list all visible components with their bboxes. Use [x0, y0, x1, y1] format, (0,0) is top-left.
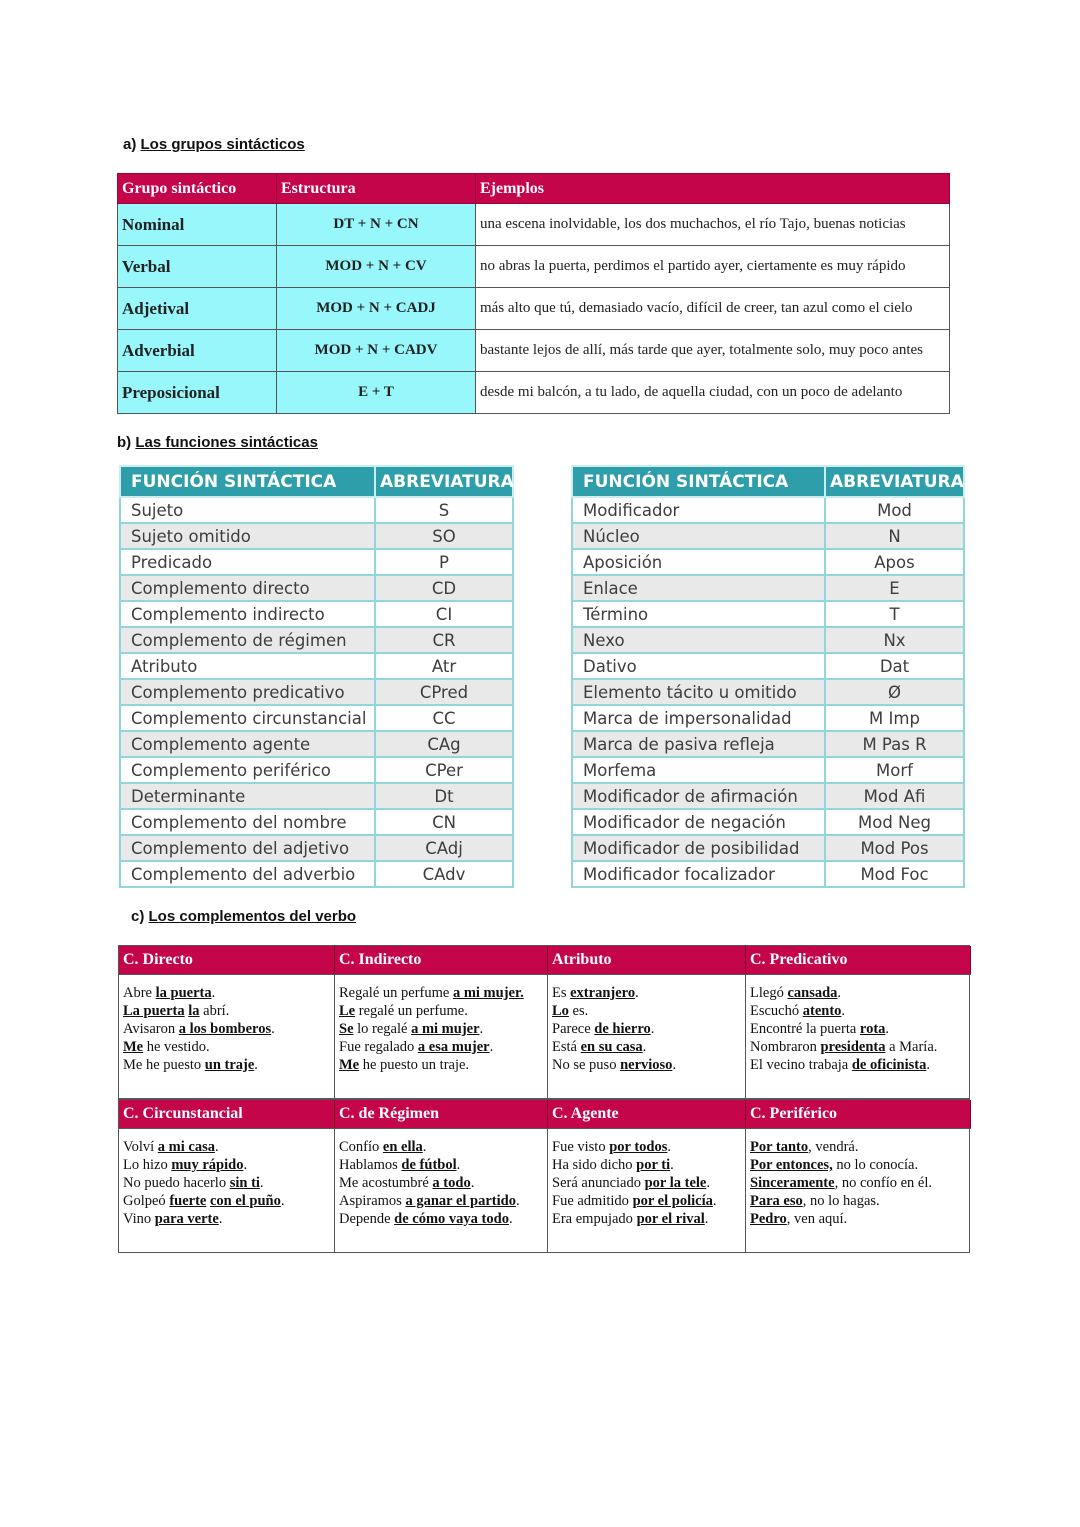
example-text: Era empujado [552, 1211, 637, 1227]
example-line [339, 1174, 543, 1192]
function-name: Elemento tácito u omitido [572, 679, 825, 705]
example-text: Encontré la puerta [750, 1021, 860, 1037]
table-row [120, 627, 513, 653]
example-line [750, 1138, 967, 1156]
header-abreviatura: ABREVIATURA [825, 466, 964, 497]
header-funcion: FUNCIÓN SINTÁCTICA [572, 466, 825, 497]
example-line [123, 1174, 330, 1192]
function-abbreviation: Mod Pos [825, 835, 964, 861]
function-name: Modificador [572, 497, 825, 523]
highlighted-complement: de oficinista [851, 1057, 927, 1073]
example-text: . [479, 1021, 484, 1037]
example-line [339, 1138, 543, 1156]
highlighted-complement: en ella [382, 1139, 423, 1155]
functions-table-right [571, 465, 965, 888]
highlighted-complement: rota [859, 1021, 886, 1037]
group-structure: DT + N + CN [277, 204, 476, 246]
example-text: El vecino trabaja [750, 1057, 852, 1073]
function-abbreviation: T [825, 601, 964, 627]
example-text: . [712, 1193, 717, 1209]
group-structure: MOD + N + CADJ [277, 288, 476, 330]
example-text: . [667, 1139, 671, 1155]
example-text: . [841, 1003, 846, 1019]
example-text: Está [552, 1039, 581, 1055]
highlighted-complement: a mi mujer [411, 1021, 480, 1037]
group-structure: MOD + N + CV [277, 246, 476, 288]
table-row [572, 809, 964, 835]
function-name: Morfema [572, 757, 825, 783]
highlighted-complement: Pedro [750, 1211, 787, 1227]
example-line [750, 1002, 967, 1020]
highlighted-complement: Le [339, 1003, 356, 1019]
example-text: . [642, 1039, 647, 1055]
highlighted-complement: Por tanto [750, 1139, 809, 1155]
example-text: Llegó [750, 985, 788, 1001]
function-name: Complemento agente [120, 731, 375, 757]
header-ejemplos: Ejemplos [476, 174, 950, 204]
example-line [750, 1056, 967, 1074]
example-text: Fue admitido [552, 1193, 633, 1209]
function-name: Complemento de régimen [120, 627, 375, 653]
highlighted-complement: a los bomberos [178, 1021, 272, 1037]
example-text: Parece [552, 1021, 595, 1037]
example-text: No se puso [552, 1057, 621, 1073]
example-line [123, 1038, 330, 1056]
function-abbreviation: CPred [375, 679, 513, 705]
group-structure: MOD + N + CADV [277, 330, 476, 372]
example-text: . [259, 1175, 264, 1191]
example-text: Regalé un perfume [339, 985, 453, 1001]
example-line [339, 1056, 543, 1074]
highlighted-complement: Me [339, 1057, 360, 1073]
example-text: . [489, 1039, 494, 1055]
table-row [120, 653, 513, 679]
table-row [118, 330, 950, 372]
highlighted-complement: por el rival [636, 1211, 705, 1227]
highlighted-complement: de hierro [594, 1021, 651, 1037]
highlighted-complement: fuerte [169, 1193, 207, 1209]
group-name: Verbal [118, 246, 277, 288]
example-text: Ha sido dicho [552, 1157, 637, 1173]
example-line [750, 1038, 967, 1056]
example-text: Será anunciado [552, 1175, 645, 1191]
function-abbreviation: S [375, 497, 513, 523]
function-abbreviation: Mod Foc [825, 861, 964, 887]
highlighted-complement: a todo [432, 1175, 471, 1191]
example-line [123, 1056, 330, 1074]
example-text: Fue visto [552, 1139, 610, 1155]
function-abbreviation: Dt [375, 783, 513, 809]
example-text: Depende [339, 1211, 395, 1227]
function-abbreviation: M Imp [825, 705, 964, 731]
function-name: Enlace [572, 575, 825, 601]
function-abbreviation: Mod Neg [825, 809, 964, 835]
table-header-row [118, 174, 950, 204]
example-text: . [837, 985, 842, 1001]
highlighted-complement: a ganar el partido [405, 1193, 516, 1209]
group-examples: bastante lejos de allí, más tarde que ayer, totalmente solo, muy poco antes [476, 330, 950, 372]
example-text: Aspiramos [339, 1193, 406, 1209]
function-name: Complemento del adverbio [120, 861, 375, 887]
table-row [572, 783, 964, 809]
example-text: . [672, 1057, 677, 1073]
table-row [120, 679, 513, 705]
group-examples: desde mi balcón, a tu lado, de aquella ciudad, con un poco de adelanto [476, 372, 950, 414]
group-name: Nominal [118, 204, 277, 246]
example-text: , vendrá. [808, 1139, 859, 1155]
function-name: Modificador de negación [572, 809, 825, 835]
function-abbreviation: Mod [825, 497, 964, 523]
function-name: Marca de pasiva refleja [572, 731, 825, 757]
example-line [552, 1002, 741, 1020]
function-abbreviation: N [825, 523, 964, 549]
table-row [572, 497, 964, 523]
function-name: Determinante [120, 783, 375, 809]
example-line [123, 1002, 330, 1020]
table-row [120, 497, 513, 523]
example-line [123, 1156, 330, 1174]
function-name: Sujeto [120, 497, 375, 523]
function-name: Complemento indirecto [120, 601, 375, 627]
header-abreviatura: ABREVIATURA [375, 466, 513, 497]
example-text: Es [552, 985, 571, 1001]
example-text: . [704, 1211, 709, 1227]
header-funcion: FUNCIÓN SINTÁCTICA [120, 466, 375, 497]
complement-header: C. Periférico [746, 1100, 971, 1128]
highlighted-complement: atento [802, 1003, 842, 1019]
function-name: Aposición [572, 549, 825, 575]
highlighted-complement: un traje [204, 1057, 255, 1073]
function-name: Núcleo [572, 523, 825, 549]
table-row [572, 835, 964, 861]
example-text: Me acostumbré [339, 1175, 433, 1191]
functions-table-left [119, 465, 514, 888]
highlighted-complement: extranjero [570, 985, 636, 1001]
table-row [120, 575, 513, 601]
highlighted-complement: a esa mujer [417, 1039, 490, 1055]
example-line [339, 1156, 543, 1174]
example-text: Volví [123, 1139, 158, 1155]
function-abbreviation: Atr [375, 653, 513, 679]
example-line [123, 1210, 330, 1228]
table-row [118, 246, 950, 288]
highlighted-complement: nervioso [620, 1057, 673, 1073]
function-name: Modificador focalizador [572, 861, 825, 887]
complement-header: C. de Régimen [335, 1100, 548, 1128]
example-text: Avisaron [123, 1021, 179, 1037]
header-grupo: Grupo sintáctico [118, 174, 277, 204]
example-text: es. [568, 1003, 589, 1019]
example-text: . [650, 1021, 655, 1037]
table-row [120, 861, 513, 887]
complement-examples [746, 1128, 971, 1252]
example-line [339, 1020, 543, 1038]
highlighted-complement: sin ti [229, 1175, 260, 1191]
function-abbreviation: CAg [375, 731, 513, 757]
function-name: Término [572, 601, 825, 627]
table-row [572, 627, 964, 653]
example-text: . [214, 1139, 219, 1155]
function-name: Sujeto omitido [120, 523, 375, 549]
complement-header: C. Circunstancial [119, 1100, 335, 1128]
example-line [750, 1020, 967, 1038]
highlighted-complement: Sinceramente [750, 1175, 835, 1191]
function-abbreviation: CC [375, 705, 513, 731]
highlighted-complement: por el policía [632, 1193, 713, 1209]
example-text: . [706, 1175, 710, 1191]
group-name: Adjetival [118, 288, 277, 330]
highlighted-complement: por ti [636, 1157, 671, 1173]
section-b-title: b) Las funciones sintácticas [117, 434, 318, 451]
example-line [552, 1020, 741, 1038]
example-text: Confío [339, 1139, 383, 1155]
table-row [572, 601, 964, 627]
complement-header: C. Predicativo [746, 946, 971, 974]
function-name: Complemento circunstancial [120, 705, 375, 731]
example-text: . [885, 1021, 890, 1037]
function-abbreviation: P [375, 549, 513, 575]
table-row [118, 204, 950, 246]
example-text: Vino [123, 1211, 155, 1227]
table-row [572, 653, 964, 679]
highlighted-complement: Lo [552, 1003, 569, 1019]
highlighted-complement: de cómo vaya todo [394, 1211, 509, 1227]
example-line [123, 984, 330, 1002]
example-line [339, 1192, 543, 1210]
function-name: Complemento periférico [120, 757, 375, 783]
highlighted-complement: por todos [609, 1139, 668, 1155]
example-text: . [280, 1193, 285, 1209]
function-abbreviation: CI [375, 601, 513, 627]
function-abbreviation: M Pas R [825, 731, 964, 757]
function-name: Marca de impersonalidad [572, 705, 825, 731]
example-line [123, 1192, 330, 1210]
group-name: Preposicional [118, 372, 277, 414]
example-text: he vestido. [143, 1039, 210, 1055]
example-text: . [508, 1211, 513, 1227]
highlighted-complement: por la tele [644, 1175, 707, 1191]
complement-examples [335, 1128, 548, 1252]
example-text: . [515, 1193, 520, 1209]
highlighted-complement: Me [123, 1039, 144, 1055]
example-line [750, 1174, 967, 1192]
example-line [552, 1056, 741, 1074]
function-name: Modificador de posibilidad [572, 835, 825, 861]
example-line [552, 1138, 741, 1156]
example-text: a María. [885, 1039, 938, 1055]
table-row [120, 549, 513, 575]
table-row [572, 523, 964, 549]
group-name: Adverbial [118, 330, 277, 372]
syntactic-groups-table [117, 173, 950, 414]
example-text: . [926, 1057, 930, 1073]
function-name: Nexo [572, 627, 825, 653]
highlighted-complement: Por entonces, [750, 1157, 833, 1173]
example-line [339, 1210, 543, 1228]
highlighted-complement: la [188, 1003, 200, 1019]
example-text: . [635, 985, 639, 1001]
example-line [750, 984, 967, 1002]
function-abbreviation: CAdj [375, 835, 513, 861]
example-text: . [670, 1157, 674, 1173]
section-a-title: a) Los grupos sintácticos [123, 136, 305, 153]
table-row [120, 601, 513, 627]
function-name: Complemento predicativo [120, 679, 375, 705]
table-row [120, 757, 513, 783]
highlighted-complement: cansada [787, 985, 838, 1001]
highlighted-complement: presidenta [820, 1039, 886, 1055]
function-abbreviation: CPer [375, 757, 513, 783]
function-abbreviation: Dat [825, 653, 964, 679]
example-line [552, 1192, 741, 1210]
example-line [339, 984, 543, 1002]
table-header-row [572, 466, 964, 497]
highlighted-complement: para verte [154, 1211, 219, 1227]
table-row [572, 731, 964, 757]
function-abbreviation: CN [375, 809, 513, 835]
example-text: . [470, 1175, 475, 1191]
highlighted-complement: en su casa [580, 1039, 643, 1055]
complement-header: C. Directo [119, 946, 335, 974]
highlighted-complement: de fútbol [401, 1157, 457, 1173]
table-row [120, 809, 513, 835]
example-text: Me he puesto [123, 1057, 205, 1073]
highlighted-complement: Se [339, 1021, 354, 1037]
header-estructura: Estructura [277, 174, 476, 204]
section-c-title: c) Los complementos del verbo [131, 908, 357, 925]
table-row [572, 549, 964, 575]
example-line [552, 984, 741, 1002]
group-examples: no abras la puerta, perdimos el partido ayer, ciertamente es muy rápido [476, 246, 950, 288]
example-text: . [422, 1139, 427, 1155]
complement-examples [335, 974, 548, 1098]
example-text: abrí. [199, 1003, 230, 1019]
table-row [118, 288, 950, 330]
group-structure: E + T [277, 372, 476, 414]
example-line [339, 1002, 543, 1020]
function-abbreviation: CAdv [375, 861, 513, 887]
example-text: , no confío en él. [834, 1175, 933, 1191]
complements-grid-top [118, 945, 970, 1099]
example-line [123, 1138, 330, 1156]
function-abbreviation: E [825, 575, 964, 601]
example-text: he puesto un traje. [359, 1057, 470, 1073]
example-text: No puedo hacerlo [123, 1175, 230, 1191]
highlighted-complement: a mi mujer. [452, 985, 524, 1001]
function-name: Predicado [120, 549, 375, 575]
complement-header: Atributo [548, 946, 746, 974]
function-name: Modificador de afirmación [572, 783, 825, 809]
table-row [118, 372, 950, 414]
example-line [123, 1020, 330, 1038]
highlighted-complement: La puerta [123, 1003, 185, 1019]
highlighted-complement: la puerta [155, 985, 212, 1001]
table-row [120, 731, 513, 757]
function-abbreviation: Apos [825, 549, 964, 575]
example-line [750, 1210, 967, 1228]
example-line [552, 1038, 741, 1056]
example-line [750, 1192, 967, 1210]
example-text: . [271, 1021, 275, 1037]
table-header-row [120, 466, 513, 497]
table-row [120, 705, 513, 731]
function-abbreviation: Mod Afi [825, 783, 964, 809]
function-abbreviation: CR [375, 627, 513, 653]
group-examples: más alto que tú, demasiado vacío, difícil de creer, tan azul como el cielo [476, 288, 950, 330]
highlighted-complement: Para eso [750, 1193, 803, 1209]
example-text: Nombraron [750, 1039, 821, 1055]
function-abbreviation: Morf [825, 757, 964, 783]
complement-examples [548, 974, 746, 1098]
function-name: Atributo [120, 653, 375, 679]
complement-examples [548, 1128, 746, 1252]
example-text: Golpeó [123, 1193, 170, 1209]
example-line [750, 1156, 967, 1174]
function-name: Complemento del nombre [120, 809, 375, 835]
table-row [572, 757, 964, 783]
example-line [552, 1210, 741, 1228]
function-abbreviation: Nx [825, 627, 964, 653]
complements-grid-bottom [118, 1099, 970, 1253]
example-text: . [243, 1157, 248, 1173]
example-text: Abre [123, 985, 156, 1001]
example-line [552, 1174, 741, 1192]
group-examples: una escena inolvidable, los dos muchachos, el río Tajo, buenas noticias [476, 204, 950, 246]
example-line [339, 1038, 543, 1056]
example-text: . [254, 1057, 258, 1073]
table-row [572, 575, 964, 601]
table-row [120, 523, 513, 549]
example-text: , ven aquí. [786, 1211, 848, 1227]
example-text: , no lo hagas. [802, 1193, 880, 1209]
example-text: Hablamos [339, 1157, 402, 1173]
highlighted-complement: con el puño [209, 1193, 281, 1209]
table-row [120, 783, 513, 809]
example-text: . [211, 985, 216, 1001]
function-name: Complemento del adjetivo [120, 835, 375, 861]
complement-examples [746, 974, 971, 1098]
example-line [552, 1156, 741, 1174]
table-row [120, 835, 513, 861]
table-row [572, 861, 964, 887]
function-abbreviation: CD [375, 575, 513, 601]
example-text: Lo hizo [123, 1157, 172, 1173]
highlighted-complement: a mi casa [157, 1139, 215, 1155]
complement-header: C. Indirecto [335, 946, 548, 974]
example-text: Fue regalado [339, 1039, 418, 1055]
example-text: lo regalé [353, 1021, 412, 1037]
table-row [572, 679, 964, 705]
table-row [572, 705, 964, 731]
function-name: Dativo [572, 653, 825, 679]
complement-header: C. Agente [548, 1100, 746, 1128]
example-text: no lo conocía. [832, 1157, 919, 1173]
example-text: . [218, 1211, 223, 1227]
example-text: . [456, 1157, 461, 1173]
example-text: Escuchó [750, 1003, 803, 1019]
function-abbreviation: SO [375, 523, 513, 549]
function-abbreviation: Ø [825, 679, 964, 705]
complement-examples [119, 974, 335, 1098]
function-name: Complemento directo [120, 575, 375, 601]
example-text: regalé un perfume. [355, 1003, 468, 1019]
highlighted-complement: muy rápido [171, 1157, 244, 1173]
complement-examples [119, 1128, 335, 1252]
